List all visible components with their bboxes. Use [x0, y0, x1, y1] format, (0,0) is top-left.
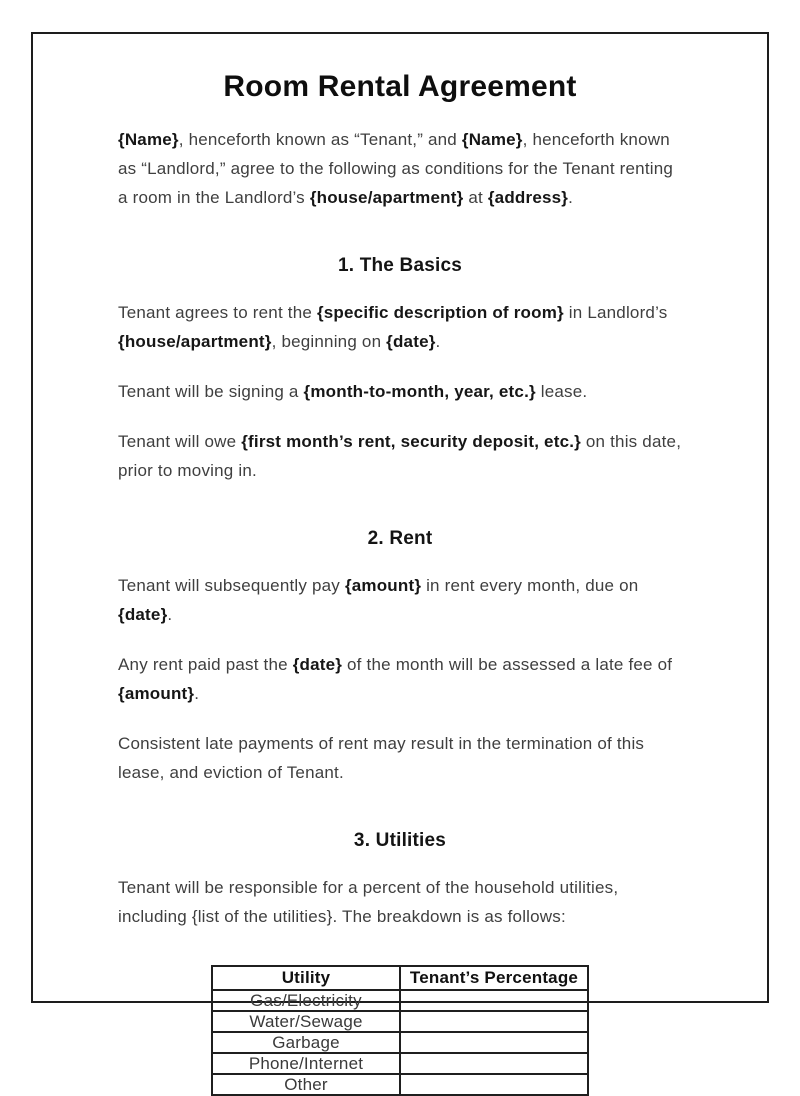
paragraph-basics-2: Tenant will be signing a {month-to-month, year, etc.} lease. — [118, 382, 588, 401]
utility-cell: Water/Sewage — [212, 1011, 400, 1032]
intro-paragraph: {Name}, henceforth known as “Tenant,” and {Name}, henceforth known as “Landlord,” agree to the following as conditions for the Tenant renting a room in the Landlord’s {house/apartment} at {address}. — [118, 130, 674, 207]
table-row-garbage — [212, 1032, 588, 1053]
utility-cell: Phone/Internet — [212, 1053, 400, 1074]
section-heading-basics: 1. The Basics — [337, 255, 463, 276]
paragraph-basics-3: Tenant will owe {first month’s rent, security deposit, etc.} on this date, prior to moving in. — [118, 432, 682, 480]
table-row-water-sewage — [212, 1011, 588, 1032]
paragraph-rent-3: Consistent late payments of rent may result in the termination of this lease, and eviction of Tenant. — [118, 734, 645, 782]
document-page — [31, 32, 769, 1094]
percentage-cell — [400, 1011, 588, 1032]
document-title: Room Rental Agreement — [223, 70, 577, 103]
utilities-table — [211, 965, 589, 1096]
utilities-table-header-row — [212, 966, 588, 990]
paragraph-rent-2: Any rent paid past the {date} of the month will be assessed a late fee of {amount}. — [118, 655, 673, 703]
paragraph-basics-1: Tenant agrees to rent the {specific description of room} in Landlord’s {house/apartment}, beginning on {date}. — [118, 303, 668, 351]
percentage-cell — [400, 990, 588, 1011]
table-row-other — [212, 1074, 588, 1095]
section-heading-utilities: 3. Utilities — [353, 830, 447, 851]
section-heading-rent: 2. Rent — [367, 528, 433, 549]
percentage-column-header: Tenant’s Percentage — [400, 966, 588, 990]
paragraph-utilities-1: Tenant will be responsible for a percent of the household utilities, including {list of the utilities}. The breakdown is as follows: — [118, 878, 619, 926]
table-row-gas-electricity — [212, 990, 588, 1011]
utility-cell: Other — [212, 1074, 400, 1095]
utility-cell: Garbage — [212, 1032, 400, 1053]
document-content — [33, 70, 767, 1096]
utility-column-header: Utility — [212, 966, 400, 990]
percentage-cell — [400, 1053, 588, 1074]
table-row-phone-internet — [212, 1053, 588, 1074]
paragraph-rent-1: Tenant will subsequently pay {amount} in rent every month, due on {date}. — [118, 576, 639, 624]
percentage-cell — [400, 1074, 588, 1095]
utility-cell: Gas/Electricity — [212, 990, 400, 1011]
percentage-cell — [400, 1032, 588, 1053]
